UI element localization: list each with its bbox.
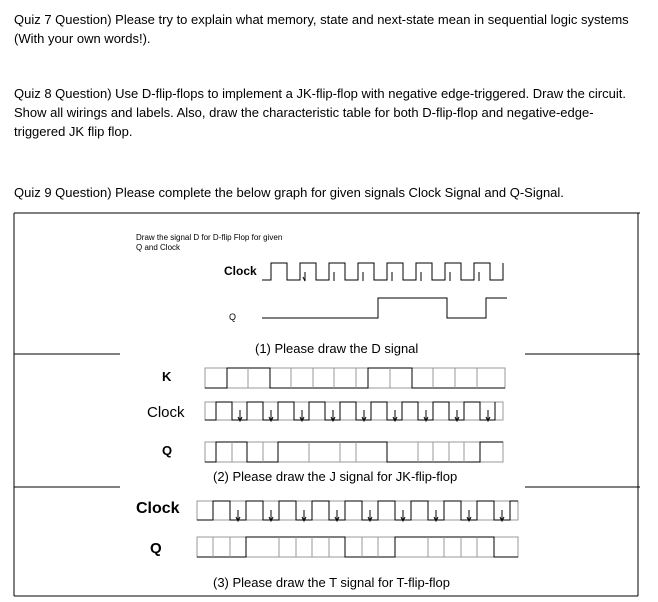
part2-clock-waveform [205,402,503,421]
part1-q-waveform [262,298,507,318]
part2-caption: (2) Please draw the J signal for JK-flip-flop [213,469,458,484]
part1-q-label: Q [229,312,237,322]
part3-clock-label: Clock [136,500,180,517]
part2-k-waveform [205,368,505,388]
part3-q-waveform [197,537,518,557]
quiz7-question: Quiz 7 Question) Please try to explain what memory, state and next-state mean in sequential logic systems (With your own words!). [14,12,629,46]
part2-q-label: Q [162,443,173,458]
part3-q-label: Q [150,540,162,557]
part2-q-waveform [205,442,503,462]
part1-instruction-line2: Q and Clock [136,243,181,252]
quiz9-question: Quiz 9 Question) Please complete the below graph for given signals Clock Signal and Q-Signal. [14,185,564,200]
part2-k-label: K [162,369,172,384]
part1-clock-waveform [262,263,503,281]
table-grid [14,213,640,596]
part1-instruction-line1: Draw the signal D for D-flip Flop for given [136,233,283,242]
part3-clock-waveform [197,501,518,521]
part2-clock-label: Clock [147,404,185,421]
part1-caption: (1) Please draw the D signal [255,341,419,356]
part1-clock-label: Clock [224,264,257,278]
quiz8-question: Quiz 8 Question) Use D-flip-flops to implement a JK-flip-flop with negative edge-triggered. Draw the circuit. Show all wirings and labels. Also, draw the characteristic table for both D-flip-flop and negative-edge-triggered JK flip flop. [14,86,626,139]
part3-caption: (3) Please draw the T signal for T-flip-flop [213,575,451,590]
